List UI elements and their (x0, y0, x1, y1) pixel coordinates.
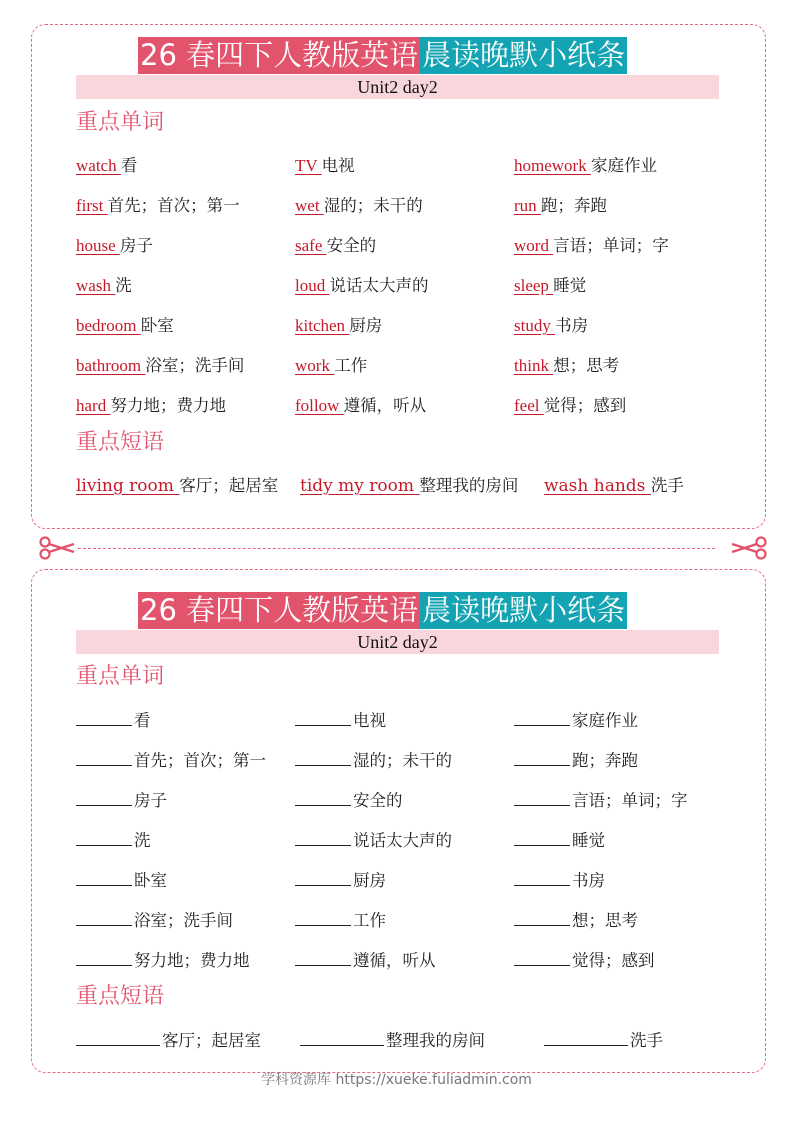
answer-blank (295, 747, 351, 766)
chinese-meaning: 遵循，听从 (343, 396, 427, 415)
blank-entry (514, 707, 638, 734)
word-entry (295, 273, 428, 299)
blank-entry (295, 827, 452, 854)
word-entry (295, 193, 423, 219)
word-row (76, 353, 736, 379)
blank-entry (76, 947, 250, 974)
english-word: follow (295, 396, 344, 415)
answer-blank (76, 707, 132, 726)
card-subtitle: Unit2 day2 (76, 630, 719, 654)
words-heading: 重点单词 (76, 664, 165, 689)
blank-entry (514, 907, 638, 934)
word-entry (514, 273, 586, 299)
blank-entry (76, 787, 167, 814)
english-word: word (514, 236, 554, 255)
word-entry (295, 313, 382, 339)
chinese-meaning: 睡觉 (572, 831, 605, 850)
chinese-meaning: 安全的 (353, 791, 403, 810)
title-part-2: 晨读晚默小纸条 (422, 38, 626, 72)
chinese-meaning: 觉得；感到 (543, 396, 627, 415)
word-row (76, 393, 736, 419)
blank-entry (76, 907, 233, 934)
word-entry (76, 233, 153, 259)
chinese-meaning: 整理我的房间 (386, 1031, 485, 1050)
english-word: wash (76, 276, 116, 295)
phrase-blank-entry (300, 1027, 485, 1054)
chinese-meaning: 洗 (115, 276, 132, 295)
word-entry (76, 273, 132, 299)
answer-blank (295, 827, 351, 846)
chinese-meaning: 房子 (134, 791, 167, 810)
blank-entry (76, 707, 151, 734)
english-word: kitchen (295, 316, 350, 335)
answer-blank (295, 787, 351, 806)
chinese-meaning: 说话太大声的 (353, 831, 452, 850)
english-word: bathroom (76, 356, 146, 375)
english-phrase: wash hands (544, 476, 651, 496)
chinese-meaning: 湿的；未干的 (353, 751, 452, 770)
word-entry (76, 153, 137, 179)
answer-blank (514, 947, 570, 966)
answer-blank (514, 787, 570, 806)
blank-entry (514, 787, 688, 814)
english-word: sleep (514, 276, 554, 295)
chinese-meaning: 浴室；洗手间 (145, 356, 245, 375)
answer-blank (76, 867, 132, 886)
chinese-meaning: 卧室 (134, 871, 167, 890)
chinese-meaning: 觉得；感到 (572, 951, 655, 970)
title-part-1: 26 春四下人教版英语 (140, 593, 419, 627)
word-entry (514, 233, 669, 259)
answer-blank (300, 1027, 384, 1046)
chinese-meaning: 工作 (353, 911, 386, 930)
word-entry (76, 393, 226, 419)
blank-entry (514, 867, 605, 894)
phrases-heading: 重点短语 (76, 984, 165, 1009)
blank-entry (295, 947, 436, 974)
chinese-meaning: 客厅；起居室 (162, 1031, 261, 1050)
word-row (76, 193, 736, 219)
chinese-meaning: 厨房 (349, 316, 383, 335)
card-subtitle: Unit2 day2 (76, 75, 719, 99)
chinese-meaning: 湿的；未干的 (323, 196, 423, 215)
chinese-meaning: 家庭作业 (590, 156, 657, 175)
blank-row (76, 827, 736, 853)
review-card-answers (31, 24, 766, 529)
title-part-2: 晨读晚默小纸条 (422, 593, 626, 627)
chinese-meaning: 书房 (555, 316, 589, 335)
footer-watermark: 学科资源库 https://xueke.fuliadmin.com (261, 1072, 532, 1088)
answer-blank (514, 827, 570, 846)
phrase-row (76, 473, 736, 499)
answer-blank (514, 867, 570, 886)
answer-blank (76, 1027, 160, 1046)
english-word: hard (76, 396, 111, 415)
blank-row (76, 787, 736, 813)
word-row (76, 233, 736, 259)
answer-blank (76, 747, 132, 766)
answer-blank (514, 907, 570, 926)
blank-row (76, 707, 736, 733)
chinese-meaning: 跑；奔跑 (572, 751, 638, 770)
english-word: house (76, 236, 120, 255)
english-phrase: tidy my room (300, 476, 420, 496)
english-word: bedroom (76, 316, 141, 335)
english-word: work (295, 356, 335, 375)
blank-entry (295, 787, 403, 814)
word-entry (295, 353, 367, 379)
blank-entry (295, 907, 386, 934)
answer-blank (76, 907, 132, 926)
word-entry (514, 393, 626, 419)
blank-entry (295, 867, 386, 894)
chinese-meaning: 客厅；起居室 (179, 476, 279, 495)
word-entry (514, 353, 619, 379)
word-entry (295, 393, 426, 419)
blank-row (76, 867, 736, 893)
chinese-meaning: 首先；首次；第一 (107, 196, 240, 215)
english-word: watch (76, 156, 121, 175)
english-word: feel (514, 396, 544, 415)
chinese-meaning: 安全的 (326, 236, 377, 255)
card-title (138, 592, 627, 629)
chinese-meaning: 电视 (321, 156, 355, 175)
chinese-meaning: 说话太大声的 (329, 276, 429, 295)
blank-row (76, 747, 736, 773)
phrase-entry (300, 473, 518, 499)
chinese-meaning: 看 (120, 156, 138, 175)
title-part-1: 26 春四下人教版英语 (140, 38, 419, 72)
english-word: loud (295, 276, 330, 295)
word-entry (514, 153, 657, 179)
blank-entry (514, 747, 638, 774)
cut-line (78, 548, 715, 549)
chinese-meaning: 遵循，听从 (353, 951, 436, 970)
english-word: first (76, 196, 108, 215)
chinese-meaning: 睡觉 (553, 276, 587, 295)
blank-entry (514, 827, 605, 854)
blank-entry (514, 947, 655, 974)
chinese-meaning: 首先；首次；第一 (134, 751, 266, 770)
chinese-meaning: 房子 (119, 236, 153, 255)
words-heading: 重点单词 (76, 110, 165, 135)
chinese-meaning: 书房 (572, 871, 605, 890)
english-word: safe (295, 236, 327, 255)
blank-row (76, 947, 736, 973)
word-row (76, 273, 736, 299)
phrase-blank-entry (76, 1027, 261, 1054)
english-word: study (514, 316, 556, 335)
blank-entry (295, 747, 452, 774)
answer-blank (295, 947, 351, 966)
chinese-meaning: 努力地；费力地 (110, 396, 226, 415)
chinese-meaning: 家庭作业 (572, 711, 638, 730)
phrase-entry (544, 473, 684, 499)
chinese-meaning: 努力地；费力地 (134, 951, 250, 970)
card-title (138, 37, 627, 74)
english-word: TV (295, 156, 322, 175)
chinese-meaning: 言语；单词；字 (553, 236, 669, 255)
answer-blank (76, 827, 132, 846)
answer-blank (76, 787, 132, 806)
answer-blank (514, 707, 570, 726)
word-entry (295, 233, 376, 259)
blank-row (76, 907, 736, 933)
review-card-blanks (31, 569, 766, 1073)
chinese-meaning: 洗手 (630, 1031, 663, 1050)
answer-blank (295, 907, 351, 926)
chinese-meaning: 洗手 (650, 476, 684, 495)
answer-blank (76, 947, 132, 966)
chinese-meaning: 工作 (334, 356, 368, 375)
word-entry (514, 313, 588, 339)
blank-entry (76, 867, 167, 894)
english-phrase: living room (76, 476, 180, 496)
chinese-meaning: 跑；奔跑 (540, 196, 607, 215)
blank-entry (76, 827, 151, 854)
english-word: homework (514, 156, 591, 175)
chinese-meaning: 电视 (353, 711, 386, 730)
chinese-meaning: 浴室；洗手间 (134, 911, 233, 930)
word-row (76, 153, 736, 179)
blank-entry (76, 747, 266, 774)
answer-blank (295, 707, 351, 726)
phrase-blank-row (76, 1027, 736, 1053)
phrase-entry (76, 473, 278, 499)
word-entry (76, 313, 174, 339)
answer-blank (295, 867, 351, 886)
chinese-meaning: 整理我的房间 (419, 476, 519, 495)
chinese-meaning: 厨房 (353, 871, 386, 890)
chinese-meaning: 卧室 (140, 316, 174, 335)
chinese-meaning: 言语；单词；字 (572, 791, 688, 810)
phrases-heading: 重点短语 (76, 430, 165, 455)
phrase-blank-entry (544, 1027, 663, 1054)
english-word: run (514, 196, 541, 215)
chinese-meaning: 想；思考 (553, 356, 620, 375)
word-entry (76, 193, 240, 219)
word-entry (76, 353, 244, 379)
blank-entry (295, 707, 386, 734)
word-entry (295, 153, 355, 179)
chinese-meaning: 想；思考 (572, 911, 638, 930)
answer-blank (514, 747, 570, 766)
answer-blank (544, 1027, 628, 1046)
word-row (76, 313, 736, 339)
scissors-icon (38, 536, 78, 564)
chinese-meaning: 洗 (134, 831, 151, 850)
scissors-icon (728, 536, 768, 564)
english-word: wet (295, 196, 324, 215)
english-word: think (514, 356, 554, 375)
chinese-meaning: 看 (134, 711, 151, 730)
word-entry (514, 193, 607, 219)
